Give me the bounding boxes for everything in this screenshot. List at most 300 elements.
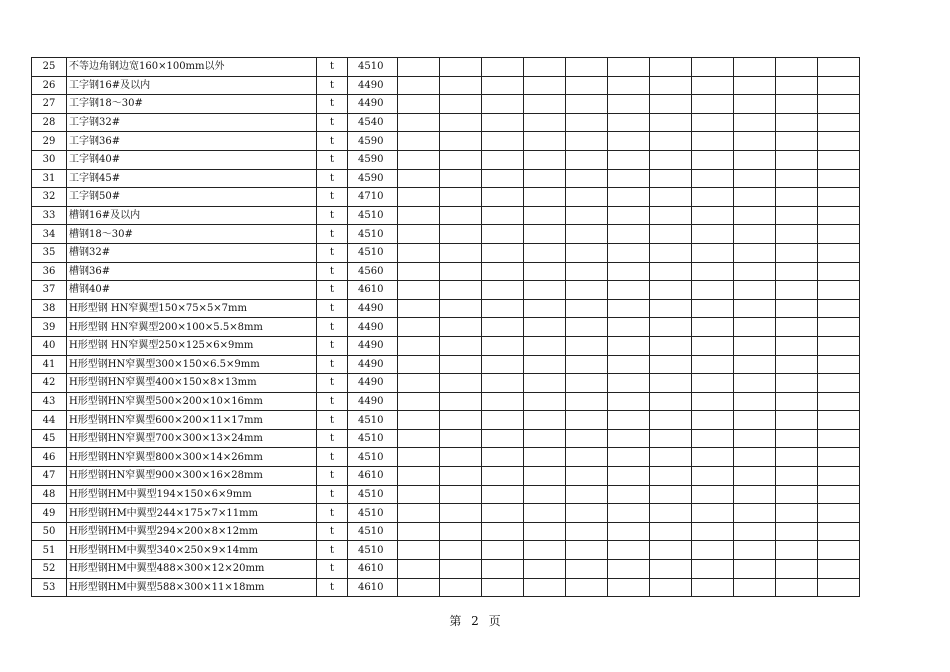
empty-cell xyxy=(482,318,524,337)
empty-cell xyxy=(818,76,860,95)
empty-cell xyxy=(608,467,650,486)
empty-cell xyxy=(818,448,860,467)
empty-cell xyxy=(608,58,650,77)
empty-cell xyxy=(734,188,776,207)
unit-cell: t xyxy=(317,113,348,132)
empty-cell xyxy=(482,522,524,541)
empty-cell xyxy=(524,150,566,169)
empty-cell xyxy=(650,206,692,225)
material-name: H形型钢HN窄翼型500×200×10×16mm xyxy=(67,392,317,411)
empty-cell xyxy=(524,411,566,430)
empty-cell xyxy=(566,318,608,337)
row-number: 27 xyxy=(32,95,67,114)
empty-cell xyxy=(776,448,818,467)
empty-cell xyxy=(818,336,860,355)
empty-cell xyxy=(608,522,650,541)
empty-cell xyxy=(524,188,566,207)
empty-cell xyxy=(692,541,734,560)
empty-cell xyxy=(650,95,692,114)
price-cell: 4610 xyxy=(348,467,398,486)
empty-cell xyxy=(776,560,818,579)
empty-cell xyxy=(776,392,818,411)
empty-cell xyxy=(608,76,650,95)
empty-cell xyxy=(440,336,482,355)
empty-cell xyxy=(440,374,482,393)
empty-cell xyxy=(566,467,608,486)
empty-cell xyxy=(566,225,608,244)
empty-cell xyxy=(440,132,482,151)
empty-cell xyxy=(818,113,860,132)
empty-cell xyxy=(650,169,692,188)
empty-cell xyxy=(440,411,482,430)
empty-cell xyxy=(650,355,692,374)
empty-cell xyxy=(482,95,524,114)
material-name: 工字钢18～30# xyxy=(67,95,317,114)
empty-cell xyxy=(776,169,818,188)
row-number: 47 xyxy=(32,467,67,486)
empty-cell xyxy=(482,113,524,132)
empty-cell xyxy=(398,336,440,355)
empty-cell xyxy=(608,541,650,560)
empty-cell xyxy=(734,95,776,114)
empty-cell xyxy=(440,150,482,169)
empty-cell xyxy=(692,374,734,393)
row-number: 28 xyxy=(32,113,67,132)
empty-cell xyxy=(524,318,566,337)
empty-cell xyxy=(776,132,818,151)
unit-cell: t xyxy=(317,206,348,225)
empty-cell xyxy=(440,467,482,486)
empty-cell xyxy=(650,411,692,430)
empty-cell xyxy=(398,392,440,411)
table-row xyxy=(32,578,860,597)
empty-cell xyxy=(608,578,650,597)
table-body xyxy=(32,58,860,597)
material-name: 工字钢50# xyxy=(67,188,317,207)
empty-cell xyxy=(566,392,608,411)
empty-cell xyxy=(818,150,860,169)
empty-cell xyxy=(818,58,860,77)
empty-cell xyxy=(692,150,734,169)
table-row xyxy=(32,262,860,281)
empty-cell xyxy=(566,132,608,151)
empty-cell xyxy=(566,95,608,114)
row-number: 46 xyxy=(32,448,67,467)
price-cell: 4540 xyxy=(348,113,398,132)
empty-cell xyxy=(692,225,734,244)
empty-cell xyxy=(776,485,818,504)
unit-cell: t xyxy=(317,411,348,430)
empty-cell xyxy=(524,336,566,355)
table-row xyxy=(32,132,860,151)
price-cell: 4510 xyxy=(348,429,398,448)
empty-cell xyxy=(734,299,776,318)
table-row xyxy=(32,336,860,355)
empty-cell xyxy=(524,243,566,262)
unit-cell: t xyxy=(317,76,348,95)
empty-cell xyxy=(608,504,650,523)
price-cell: 4490 xyxy=(348,318,398,337)
empty-cell xyxy=(608,411,650,430)
empty-cell xyxy=(482,467,524,486)
empty-cell xyxy=(650,150,692,169)
empty-cell xyxy=(524,392,566,411)
price-cell: 4490 xyxy=(348,355,398,374)
table-row xyxy=(32,113,860,132)
empty-cell xyxy=(608,355,650,374)
empty-cell xyxy=(734,485,776,504)
empty-cell xyxy=(440,429,482,448)
empty-cell xyxy=(566,355,608,374)
empty-cell xyxy=(734,318,776,337)
empty-cell xyxy=(650,374,692,393)
empty-cell xyxy=(524,76,566,95)
table-row xyxy=(32,188,860,207)
empty-cell xyxy=(692,206,734,225)
empty-cell xyxy=(650,485,692,504)
empty-cell xyxy=(818,262,860,281)
unit-cell: t xyxy=(317,541,348,560)
price-cell: 4590 xyxy=(348,132,398,151)
price-cell: 4710 xyxy=(348,188,398,207)
empty-cell xyxy=(398,467,440,486)
empty-cell xyxy=(398,448,440,467)
empty-cell xyxy=(440,225,482,244)
table-row xyxy=(32,504,860,523)
empty-cell xyxy=(482,76,524,95)
empty-cell xyxy=(524,374,566,393)
empty-cell xyxy=(650,243,692,262)
material-name: H形型钢HM中翼型488×300×12×20mm xyxy=(67,560,317,579)
price-cell: 4490 xyxy=(348,392,398,411)
row-number: 33 xyxy=(32,206,67,225)
empty-cell xyxy=(776,206,818,225)
empty-cell xyxy=(398,206,440,225)
empty-cell xyxy=(398,169,440,188)
table-row xyxy=(32,206,860,225)
empty-cell xyxy=(650,560,692,579)
empty-cell xyxy=(482,132,524,151)
empty-cell xyxy=(566,504,608,523)
empty-cell xyxy=(818,132,860,151)
material-name: H形型钢HM中翼型340×250×9×14mm xyxy=(67,541,317,560)
empty-cell xyxy=(608,243,650,262)
empty-cell xyxy=(692,355,734,374)
empty-cell xyxy=(776,336,818,355)
unit-cell: t xyxy=(317,95,348,114)
empty-cell xyxy=(692,262,734,281)
table-row xyxy=(32,522,860,541)
empty-cell xyxy=(776,262,818,281)
material-name: 槽钢32# xyxy=(67,243,317,262)
empty-cell xyxy=(734,206,776,225)
empty-cell xyxy=(566,188,608,207)
empty-cell xyxy=(734,392,776,411)
empty-cell xyxy=(398,522,440,541)
empty-cell xyxy=(650,448,692,467)
empty-cell xyxy=(608,206,650,225)
empty-cell xyxy=(524,58,566,77)
empty-cell xyxy=(524,578,566,597)
empty-cell xyxy=(692,58,734,77)
unit-cell: t xyxy=(317,299,348,318)
empty-cell xyxy=(734,374,776,393)
row-number: 41 xyxy=(32,355,67,374)
price-cell: 4510 xyxy=(348,411,398,430)
empty-cell xyxy=(566,522,608,541)
empty-cell xyxy=(608,188,650,207)
empty-cell xyxy=(692,411,734,430)
empty-cell xyxy=(776,504,818,523)
empty-cell xyxy=(818,169,860,188)
empty-cell xyxy=(776,522,818,541)
table-row xyxy=(32,95,860,114)
empty-cell xyxy=(734,467,776,486)
empty-cell xyxy=(818,411,860,430)
price-cell: 4490 xyxy=(348,336,398,355)
material-name: H形型钢 HN窄翼型150×75×5×7mm xyxy=(67,299,317,318)
empty-cell xyxy=(650,299,692,318)
empty-cell xyxy=(608,299,650,318)
empty-cell xyxy=(776,355,818,374)
material-name: 不等边角钢边宽160×100mm以外 xyxy=(67,58,317,77)
material-name: 槽钢40# xyxy=(67,281,317,300)
empty-cell xyxy=(692,336,734,355)
empty-cell xyxy=(440,392,482,411)
empty-cell xyxy=(650,188,692,207)
table-row xyxy=(32,541,860,560)
unit-cell: t xyxy=(317,243,348,262)
empty-cell xyxy=(440,448,482,467)
empty-cell xyxy=(440,262,482,281)
table-row xyxy=(32,281,860,300)
empty-cell xyxy=(608,448,650,467)
price-cell: 4490 xyxy=(348,299,398,318)
row-number: 36 xyxy=(32,262,67,281)
material-name: H形型钢 HN窄翼型200×100×5.5×8mm xyxy=(67,318,317,337)
empty-cell xyxy=(398,58,440,77)
empty-cell xyxy=(524,467,566,486)
empty-cell xyxy=(608,225,650,244)
empty-cell xyxy=(734,560,776,579)
empty-cell xyxy=(482,243,524,262)
empty-cell xyxy=(650,336,692,355)
empty-cell xyxy=(608,95,650,114)
price-cell: 4490 xyxy=(348,95,398,114)
empty-cell xyxy=(524,429,566,448)
empty-cell xyxy=(566,578,608,597)
unit-cell: t xyxy=(317,448,348,467)
empty-cell xyxy=(440,281,482,300)
footer-suffix: 页 xyxy=(488,614,501,628)
price-cell: 4510 xyxy=(348,485,398,504)
empty-cell xyxy=(524,169,566,188)
empty-cell xyxy=(650,392,692,411)
empty-cell xyxy=(776,411,818,430)
price-cell: 4510 xyxy=(348,58,398,77)
unit-cell: t xyxy=(317,522,348,541)
empty-cell xyxy=(398,560,440,579)
row-number: 49 xyxy=(32,504,67,523)
empty-cell xyxy=(398,188,440,207)
empty-cell xyxy=(734,411,776,430)
unit-cell: t xyxy=(317,58,348,77)
empty-cell xyxy=(524,281,566,300)
material-name: 工字钢36# xyxy=(67,132,317,151)
empty-cell xyxy=(608,429,650,448)
empty-cell xyxy=(692,95,734,114)
material-name: H形型钢HN窄翼型300×150×6.5×9mm xyxy=(67,355,317,374)
page-number: 2 xyxy=(471,614,479,628)
empty-cell xyxy=(734,150,776,169)
unit-cell: t xyxy=(317,150,348,169)
empty-cell xyxy=(818,485,860,504)
empty-cell xyxy=(734,355,776,374)
price-cell: 4610 xyxy=(348,578,398,597)
empty-cell xyxy=(482,336,524,355)
empty-cell xyxy=(734,448,776,467)
empty-cell xyxy=(650,113,692,132)
empty-cell xyxy=(398,429,440,448)
empty-cell xyxy=(734,243,776,262)
price-cell: 4510 xyxy=(348,504,398,523)
empty-cell xyxy=(692,485,734,504)
empty-cell xyxy=(398,243,440,262)
empty-cell xyxy=(440,76,482,95)
empty-cell xyxy=(398,132,440,151)
empty-cell xyxy=(566,560,608,579)
empty-cell xyxy=(524,355,566,374)
price-cell: 4590 xyxy=(348,150,398,169)
empty-cell xyxy=(776,374,818,393)
empty-cell xyxy=(734,578,776,597)
empty-cell xyxy=(566,281,608,300)
empty-cell xyxy=(398,281,440,300)
unit-cell: t xyxy=(317,281,348,300)
empty-cell xyxy=(524,262,566,281)
empty-cell xyxy=(482,541,524,560)
footer-prefix: 第 xyxy=(449,614,462,628)
empty-cell xyxy=(482,150,524,169)
empty-cell xyxy=(776,299,818,318)
empty-cell xyxy=(440,95,482,114)
empty-cell xyxy=(818,243,860,262)
empty-cell xyxy=(398,411,440,430)
empty-cell xyxy=(482,169,524,188)
empty-cell xyxy=(818,504,860,523)
price-cell: 4610 xyxy=(348,281,398,300)
table-row xyxy=(32,58,860,77)
empty-cell xyxy=(566,150,608,169)
price-cell: 4510 xyxy=(348,448,398,467)
empty-cell xyxy=(440,188,482,207)
empty-cell xyxy=(440,522,482,541)
empty-cell xyxy=(650,262,692,281)
row-number: 37 xyxy=(32,281,67,300)
empty-cell xyxy=(440,243,482,262)
material-name: H形型钢HN窄翼型800×300×14×26mm xyxy=(67,448,317,467)
table-row xyxy=(32,243,860,262)
empty-cell xyxy=(524,485,566,504)
row-number: 53 xyxy=(32,578,67,597)
empty-cell xyxy=(818,578,860,597)
empty-cell xyxy=(818,467,860,486)
table-row xyxy=(32,429,860,448)
empty-cell xyxy=(818,299,860,318)
empty-cell xyxy=(776,243,818,262)
empty-cell xyxy=(482,225,524,244)
table-row xyxy=(32,411,860,430)
empty-cell xyxy=(566,411,608,430)
empty-cell xyxy=(608,169,650,188)
empty-cell xyxy=(692,560,734,579)
empty-cell xyxy=(398,262,440,281)
empty-cell xyxy=(524,132,566,151)
empty-cell xyxy=(818,225,860,244)
empty-cell xyxy=(734,336,776,355)
empty-cell xyxy=(818,206,860,225)
material-name: 槽钢16#及以内 xyxy=(67,206,317,225)
price-cell: 4510 xyxy=(348,225,398,244)
empty-cell xyxy=(482,355,524,374)
empty-cell xyxy=(692,113,734,132)
row-number: 38 xyxy=(32,299,67,318)
empty-cell xyxy=(608,113,650,132)
price-cell: 4510 xyxy=(348,206,398,225)
empty-cell xyxy=(482,578,524,597)
empty-cell xyxy=(566,299,608,318)
price-cell: 4610 xyxy=(348,560,398,579)
price-cell: 4590 xyxy=(348,169,398,188)
table-row xyxy=(32,76,860,95)
price-cell: 4510 xyxy=(348,541,398,560)
empty-cell xyxy=(776,429,818,448)
empty-cell xyxy=(398,541,440,560)
empty-cell xyxy=(650,578,692,597)
empty-cell xyxy=(734,113,776,132)
unit-cell: t xyxy=(317,392,348,411)
unit-cell: t xyxy=(317,355,348,374)
empty-cell xyxy=(440,560,482,579)
empty-cell xyxy=(818,374,860,393)
table-row xyxy=(32,150,860,169)
empty-cell xyxy=(398,76,440,95)
empty-cell xyxy=(608,485,650,504)
empty-cell xyxy=(482,448,524,467)
empty-cell xyxy=(734,262,776,281)
row-number: 30 xyxy=(32,150,67,169)
empty-cell xyxy=(734,281,776,300)
empty-cell xyxy=(776,467,818,486)
empty-cell xyxy=(734,169,776,188)
empty-cell xyxy=(482,262,524,281)
empty-cell xyxy=(566,113,608,132)
table-row xyxy=(32,560,860,579)
empty-cell xyxy=(734,522,776,541)
row-number: 45 xyxy=(32,429,67,448)
empty-cell xyxy=(398,578,440,597)
empty-cell xyxy=(608,150,650,169)
table-row xyxy=(32,169,860,188)
empty-cell xyxy=(650,225,692,244)
empty-cell xyxy=(566,485,608,504)
row-number: 39 xyxy=(32,318,67,337)
material-name: H形型钢HN窄翼型600×200×11×17mm xyxy=(67,411,317,430)
row-number: 52 xyxy=(32,560,67,579)
row-number: 42 xyxy=(32,374,67,393)
empty-cell xyxy=(482,374,524,393)
row-number: 50 xyxy=(32,522,67,541)
